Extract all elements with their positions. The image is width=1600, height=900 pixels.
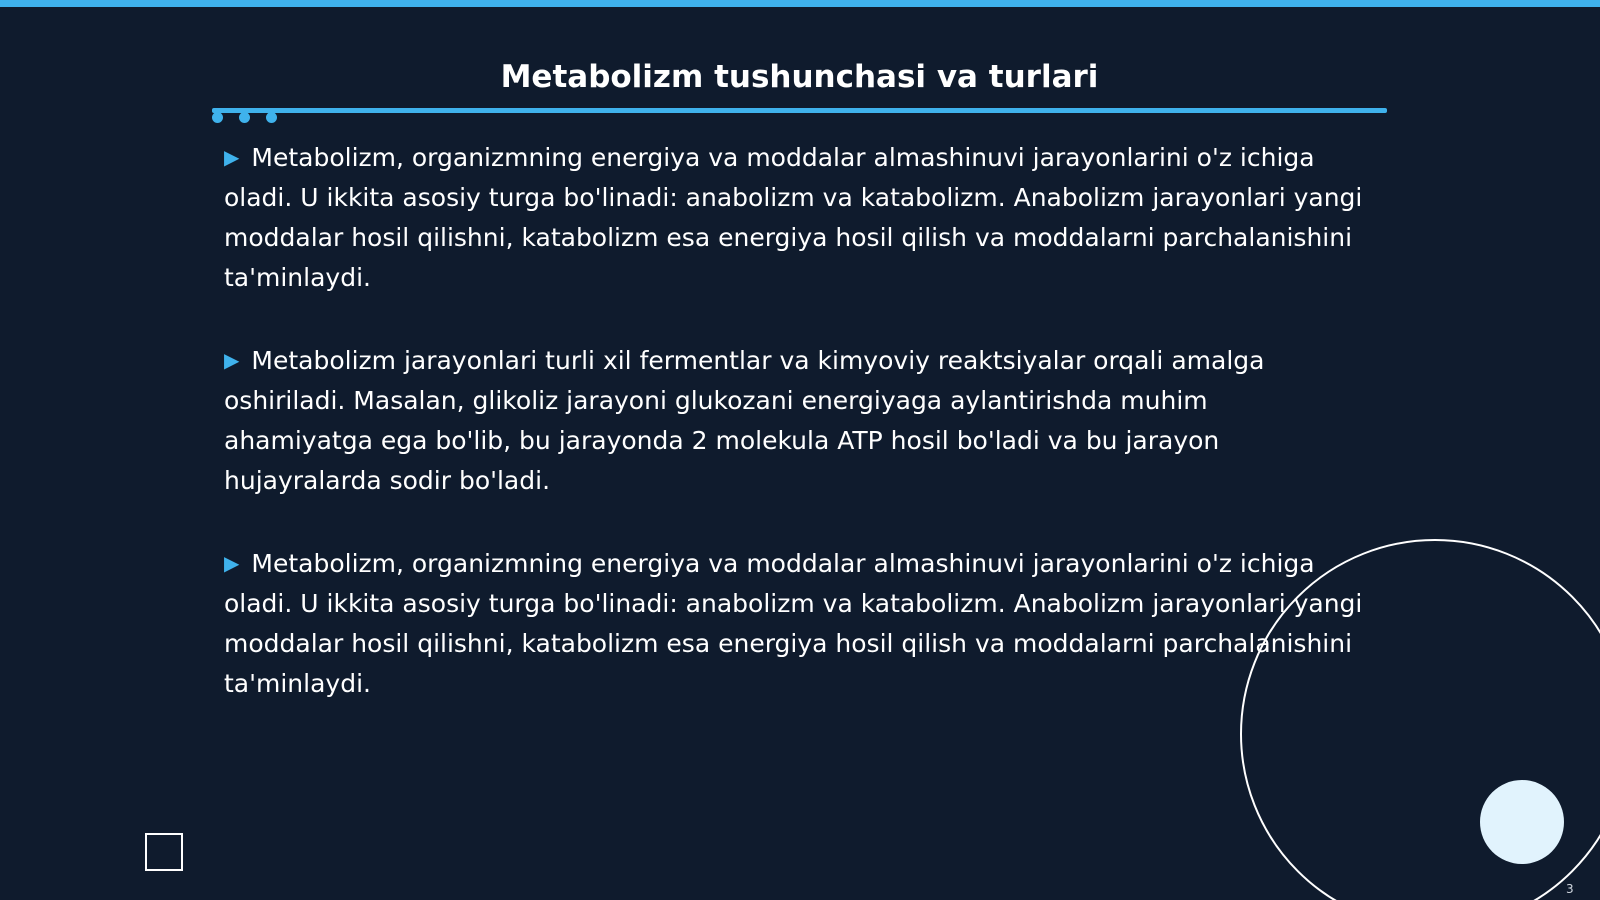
title-underline	[212, 108, 1387, 113]
bullet-paragraph	[224, 137, 1364, 298]
paragraph-text: Metabolizm, organizmning energiya va moddalar almashinuvi jarayonlarini o'z ichiga oladi. U ikkita asosiy turga bo'linadi: anabolizm va katabolizm. Anabolizm jarayonlari yangi moddalar hosil qilishni, katabolizm esa energiya hosil qilish va moddalarni parchalanishini ta'minlaydi.	[224, 549, 1363, 698]
underline-dot	[266, 112, 277, 123]
underline-dot	[239, 112, 250, 123]
paragraph-text: Metabolizm, organizmning energiya va moddalar almashinuvi jarayonlarini o'z ichiga oladi. U ikkita asosiy turga bo'linadi: anabolizm va katabolizm. Anabolizm jarayonlari yangi moddalar hosil qilishni, katabolizm esa energiya hosil qilish va moddalarni parchalanishini ta'minlaydi.	[224, 143, 1363, 292]
underline-dot	[212, 112, 223, 123]
paragraph-text: Metabolizm jarayonlari turli xil fermentlar va kimyoviy reaktsiyalar orqali amalga oshiriladi. Masalan, glikoliz jarayoni glukozani energiyaga aylantirishda muhim ahamiyatga ega bo'lib, bu jarayonda 2 molekula ATP hosil bo'ladi va bu jarayon hujayralarda sodir bo'ladi.	[224, 346, 1265, 495]
triangle-right-icon: ▶	[224, 551, 240, 575]
slide-title: Metabolizm tushunchasi va turlari	[500, 59, 1099, 95]
triangle-right-icon: ▶	[224, 348, 240, 372]
bullet-paragraph	[224, 543, 1364, 704]
triangle-right-icon: ▶	[224, 145, 240, 169]
decorative-filled-circle	[1480, 780, 1564, 864]
page-number: 3	[1566, 882, 1574, 896]
top-accent-bar	[0, 0, 1600, 7]
decorative-square-outline	[145, 833, 183, 871]
bullet-paragraph	[224, 340, 1364, 501]
slide-body	[224, 137, 1364, 746]
